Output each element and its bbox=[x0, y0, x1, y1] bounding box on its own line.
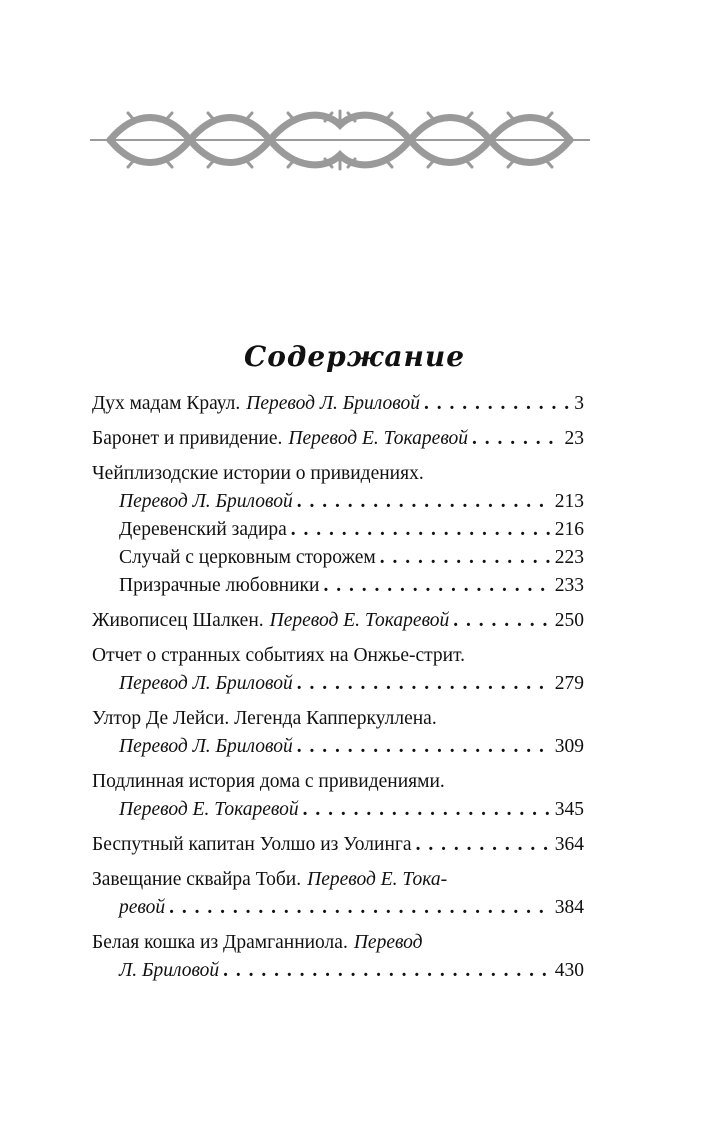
entry-title: Белая кошка из Драмганниола. bbox=[92, 932, 348, 953]
leader-dots bbox=[291, 516, 551, 544]
leader-dots bbox=[297, 488, 551, 516]
thorn-vine-ornament-icon bbox=[90, 105, 590, 175]
subentry-page: 223 bbox=[554, 547, 584, 568]
subentry-page: 216 bbox=[554, 519, 584, 540]
leader-dots bbox=[223, 957, 551, 985]
entry-translator: Перевод Е. Токаревой bbox=[288, 428, 469, 449]
toc-entry bbox=[92, 642, 584, 698]
leader-dots bbox=[169, 894, 551, 922]
entry-title: Отчет о странных событиях на Онжье-стрит. bbox=[92, 645, 466, 666]
entry-title: Ултор Де Лейси. Легенда Капперкуллена. bbox=[92, 708, 437, 729]
entry-translator: Перевод Л. Бриловой bbox=[246, 393, 420, 414]
leader-dots bbox=[472, 425, 560, 453]
entry-title: Беспутный капитан Уолшо из Уолинга bbox=[92, 834, 412, 855]
page-title: Содержание bbox=[243, 340, 466, 373]
entry-translator: Перевод Л. Бриловой bbox=[119, 491, 293, 512]
entry-translator-continued: Л. Бриловой bbox=[119, 960, 220, 981]
toc-entry bbox=[92, 831, 584, 859]
entry-translator: Перевод bbox=[353, 932, 423, 953]
entry-title: Подлинная история дома с привидениями. bbox=[92, 771, 445, 792]
entry-translator: Перевод Л. Бриловой bbox=[119, 673, 293, 694]
toc-entry bbox=[92, 607, 584, 635]
subentry-title: Призрачные любовники bbox=[119, 575, 320, 596]
leader-dots bbox=[303, 796, 551, 824]
toc-entry bbox=[92, 425, 584, 453]
table-of-contents bbox=[92, 390, 584, 992]
entry-translator: Перевод Е. Токаревой bbox=[269, 610, 450, 631]
entry-translator-continued: ревой bbox=[119, 897, 166, 918]
leader-dots bbox=[453, 607, 550, 635]
entry-title: Живописец Шалкен. bbox=[92, 610, 264, 631]
entry-title: Баронет и привидение. bbox=[92, 428, 283, 449]
subentry-title: Случай с церковным сторожем bbox=[119, 547, 376, 568]
entry-page: 345 bbox=[554, 799, 584, 820]
entry-page: 364 bbox=[554, 834, 584, 855]
entry-page: 250 bbox=[554, 610, 584, 631]
entry-title: Дух мадам Краул. bbox=[92, 393, 241, 414]
toc-entry bbox=[92, 866, 584, 922]
leader-dots bbox=[297, 670, 551, 698]
toc-entry bbox=[92, 705, 584, 761]
entry-translator: Перевод Л. Бриловой bbox=[119, 736, 293, 757]
subentry-page: 233 bbox=[554, 575, 584, 596]
leader-dots bbox=[380, 544, 551, 572]
entry-page: 384 bbox=[554, 897, 584, 918]
entry-page: 430 bbox=[554, 960, 584, 981]
entry-page: 3 bbox=[574, 393, 584, 414]
entry-page: 309 bbox=[554, 736, 584, 757]
entry-title: Чейплизодские истории о привидениях. bbox=[92, 463, 424, 484]
leader-dots bbox=[323, 572, 550, 600]
entry-title: Завещание сквайра Тоби. bbox=[92, 869, 302, 890]
entry-page: 23 bbox=[564, 428, 584, 449]
entry-translator: Перевод Е. Тока- bbox=[307, 869, 448, 890]
entry-page: 213 bbox=[554, 491, 584, 512]
entry-page: 279 bbox=[554, 673, 584, 694]
toc-entry bbox=[92, 929, 584, 985]
subentry-title: Деревенский задира bbox=[119, 519, 287, 540]
entry-translator: Перевод Е. Токаревой bbox=[119, 799, 299, 820]
toc-entry bbox=[92, 460, 584, 600]
leader-dots bbox=[297, 733, 551, 761]
toc-entry bbox=[92, 768, 584, 824]
leader-dots bbox=[416, 831, 551, 859]
toc-entry bbox=[92, 390, 584, 418]
leader-dots bbox=[424, 390, 570, 418]
